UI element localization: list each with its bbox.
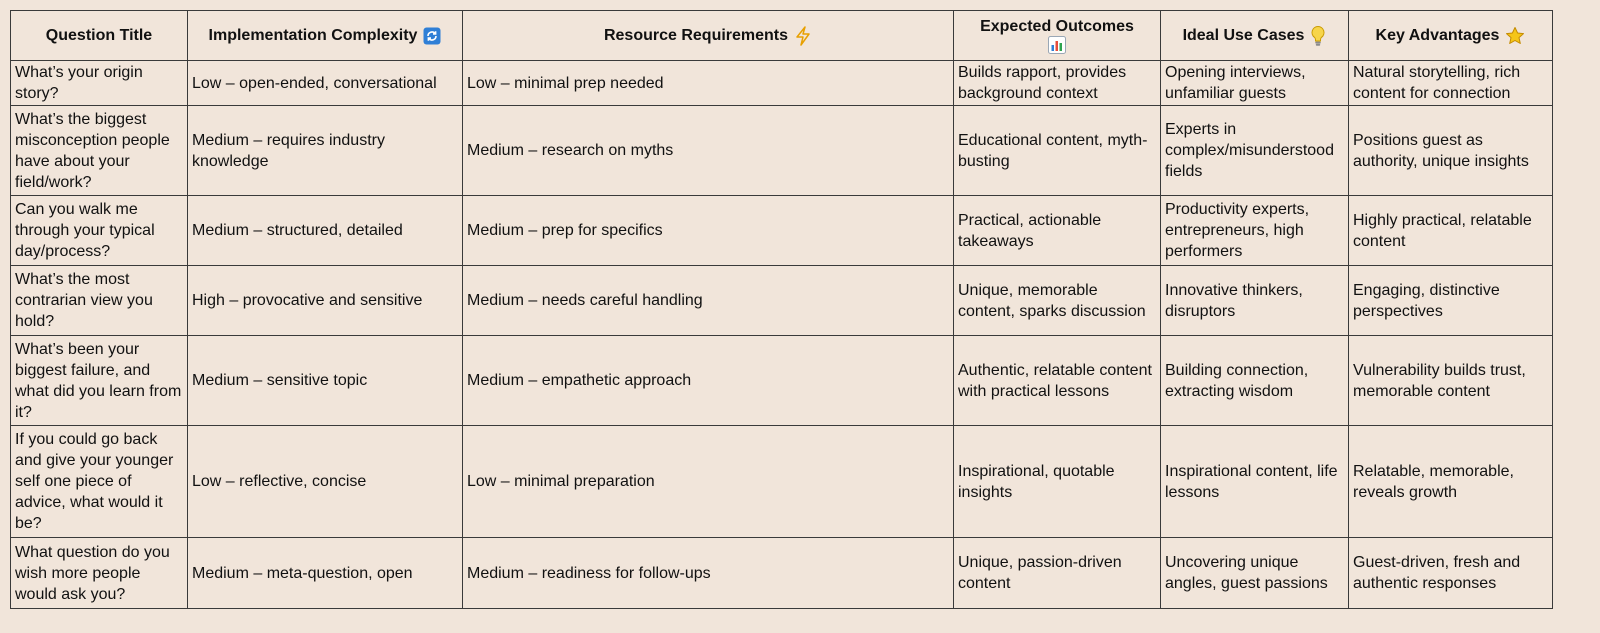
cell-question-title: What’s the biggest misconception people have about your field/work? <box>11 106 188 196</box>
cell-implementation-complexity: Medium – structured, detailed <box>188 196 463 266</box>
header-label: Key Advantages <box>1375 27 1500 44</box>
header-key-advantages <box>1349 11 1553 61</box>
refresh-icon <box>423 27 441 45</box>
header-implementation-complexity <box>188 11 463 61</box>
cell-implementation-complexity: Medium – requires industry knowledge <box>188 106 463 196</box>
header-label: Resource Requirements <box>603 27 789 44</box>
cell-resource-requirements: Medium – prep for specifics <box>463 196 954 266</box>
cell-resource-requirements: Medium – research on myths <box>463 106 954 196</box>
header-ideal-use-cases <box>1161 11 1349 61</box>
cell-key-advantages: Guest-driven, fresh and authentic responses <box>1349 538 1553 609</box>
cell-ideal-use-cases: Productivity experts, entrepreneurs, high performers <box>1161 196 1349 266</box>
cell-resource-requirements: Low – minimal preparation <box>463 426 954 538</box>
cell-expected-outcomes: Unique, passion-driven content <box>954 538 1161 609</box>
cell-ideal-use-cases: Uncovering unique angles, guest passions <box>1161 538 1349 609</box>
cell-ideal-use-cases: Opening interviews, unfamiliar guests <box>1161 61 1349 106</box>
cell-expected-outcomes: Unique, memorable content, sparks discussion <box>954 266 1161 336</box>
table-header-row <box>11 11 1553 61</box>
header-label: Question Title <box>45 27 153 44</box>
cell-question-title: What question do you wish more people would ask you? <box>11 538 188 609</box>
cell-ideal-use-cases: Building connection, extracting wisdom <box>1161 336 1349 426</box>
header-expected-outcomes <box>954 11 1161 61</box>
cell-key-advantages: Engaging, distinctive perspectives <box>1349 266 1553 336</box>
cell-expected-outcomes: Inspirational, quotable insights <box>954 426 1161 538</box>
cell-expected-outcomes: Educational content, myth-busting <box>954 106 1161 196</box>
lightning-icon <box>794 26 812 46</box>
cell-key-advantages: Positions guest as authority, unique insights <box>1349 106 1553 196</box>
table-row <box>11 266 1553 336</box>
table-container <box>10 10 1553 609</box>
cell-resource-requirements: Medium – readiness for follow-ups <box>463 538 954 609</box>
cell-implementation-complexity: Medium – sensitive topic <box>188 336 463 426</box>
cell-expected-outcomes: Practical, actionable takeaways <box>954 196 1161 266</box>
comparison-table <box>10 10 1553 609</box>
bar-chart-icon <box>1048 36 1066 54</box>
cell-question-title: What’s your origin story? <box>11 61 188 106</box>
lightbulb-icon <box>1310 25 1326 47</box>
cell-ideal-use-cases: Experts in complex/misunderstood fields <box>1161 106 1349 196</box>
cell-expected-outcomes: Builds rapport, provides background context <box>954 61 1161 106</box>
header-resource-requirements <box>463 11 954 61</box>
cell-key-advantages: Vulnerability builds trust, memorable content <box>1349 336 1553 426</box>
cell-implementation-complexity: Low – open-ended, conversational <box>188 61 463 106</box>
cell-key-advantages: Natural storytelling, rich content for connection <box>1349 61 1553 106</box>
table-row <box>11 106 1553 196</box>
cell-question-title: What’s been your biggest failure, and what did you learn from it? <box>11 336 188 426</box>
cell-implementation-complexity: Low – reflective, concise <box>188 426 463 538</box>
cell-ideal-use-cases: Inspirational content, life lessons <box>1161 426 1349 538</box>
cell-ideal-use-cases: Innovative thinkers, disruptors <box>1161 266 1349 336</box>
star-icon <box>1505 26 1525 46</box>
table-row <box>11 426 1553 538</box>
table-row <box>11 336 1553 426</box>
table-row <box>11 196 1553 266</box>
cell-question-title: Can you walk me through your typical day/process? <box>11 196 188 266</box>
cell-question-title: If you could go back and give your younger self one piece of advice, what would it be? <box>11 426 188 538</box>
cell-question-title: What’s the most contrarian view you hold? <box>11 266 188 336</box>
table-row <box>11 538 1553 609</box>
cell-resource-requirements: Medium – needs careful handling <box>463 266 954 336</box>
header-question-title <box>11 11 188 61</box>
cell-resource-requirements: Low – minimal prep needed <box>463 61 954 106</box>
cell-expected-outcomes: Authentic, relatable content with practical lessons <box>954 336 1161 426</box>
cell-resource-requirements: Medium – empathetic approach <box>463 336 954 426</box>
cell-key-advantages: Relatable, memorable, reveals growth <box>1349 426 1553 538</box>
cell-implementation-complexity: Medium – meta-question, open <box>188 538 463 609</box>
header-label: Expected Outcomes <box>980 18 1134 35</box>
cell-key-advantages: Highly practical, relatable content <box>1349 196 1553 266</box>
table-row <box>11 61 1553 106</box>
header-label: Implementation Complexity <box>208 27 418 44</box>
cell-implementation-complexity: High – provocative and sensitive <box>188 266 463 336</box>
header-label: Ideal Use Cases <box>1182 27 1305 44</box>
